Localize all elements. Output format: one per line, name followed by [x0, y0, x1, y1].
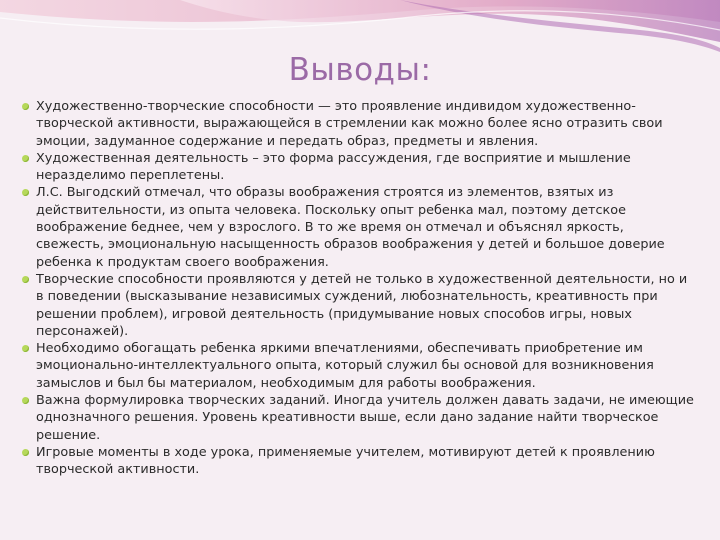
- list-item-text: Творческие способности проявляются у детей не только в художественной деятельности, но и в поведении (высказывание независимых суждений, любознательность, креативность при решении проблем), игровой деятельность (придумывание новых способов игры, новых персонажей).: [36, 271, 688, 339]
- bullet-dot-icon: [22, 276, 29, 283]
- list-item: [22, 98, 694, 150]
- conclusions-list: [22, 98, 694, 479]
- header-wave-decoration: [0, 0, 720, 60]
- list-item: [22, 392, 694, 444]
- bullet-dot-icon: [22, 189, 29, 196]
- list-item-text: Необходимо обогащать ребенка яркими впечатлениями, обеспечивать приобретение им эмоционально-интеллектуального опыта, который служил бы основой для возникновения замыслов и был бы материалом, необходимым для работы воображения.: [36, 341, 654, 391]
- list-item: [22, 150, 694, 185]
- list-item: [22, 184, 694, 270]
- list-item: [22, 271, 694, 340]
- bullet-dot-icon: [22, 449, 29, 456]
- list-item-text: Л.С. Выгодский отмечал, что образы воображения строятся из элементов, взятых из действительности, из опыта человека. Поскольку опыт ребенка мал, поэтому детское воображение беднее, чем у взрослого. В то же время он отмечал и объяснял яркость, свежесть, эмоциональную насыщенность образов воображения у детей и большое доверие ребенка к продуктам своего воображения.: [36, 185, 665, 270]
- list-item-text: Художественно-творческие способности — это проявление индивидом художественно-творческой активности, выражающейся в стремлении как можно более ясно отразить свои эмоции, задуманное содержание и передать образ, предметы и явления.: [36, 99, 663, 149]
- list-item: [22, 340, 694, 392]
- list-item-text: Игровые моменты в ходе урока, применяемые учителем, мотивируют детей к проявлению творческой активности.: [36, 444, 655, 478]
- list-item-text: Важна формулировка творческих заданий. Иногда учитель должен давать задачи, не имеющие однозначного решения. Уровень креативности выше, если дано задание найти творческое решение.: [36, 393, 694, 443]
- bullet-dot-icon: [22, 155, 29, 162]
- bullet-dot-icon: [22, 345, 29, 352]
- list-item: [22, 444, 694, 479]
- bullet-dot-icon: [22, 397, 29, 404]
- bullet-dot-icon: [22, 103, 29, 110]
- slide-title: Выводы:: [288, 52, 432, 88]
- list-item-text: Художественная деятельность – это форма рассуждения, где восприятие и мышление неразделимо переплетены.: [36, 150, 631, 184]
